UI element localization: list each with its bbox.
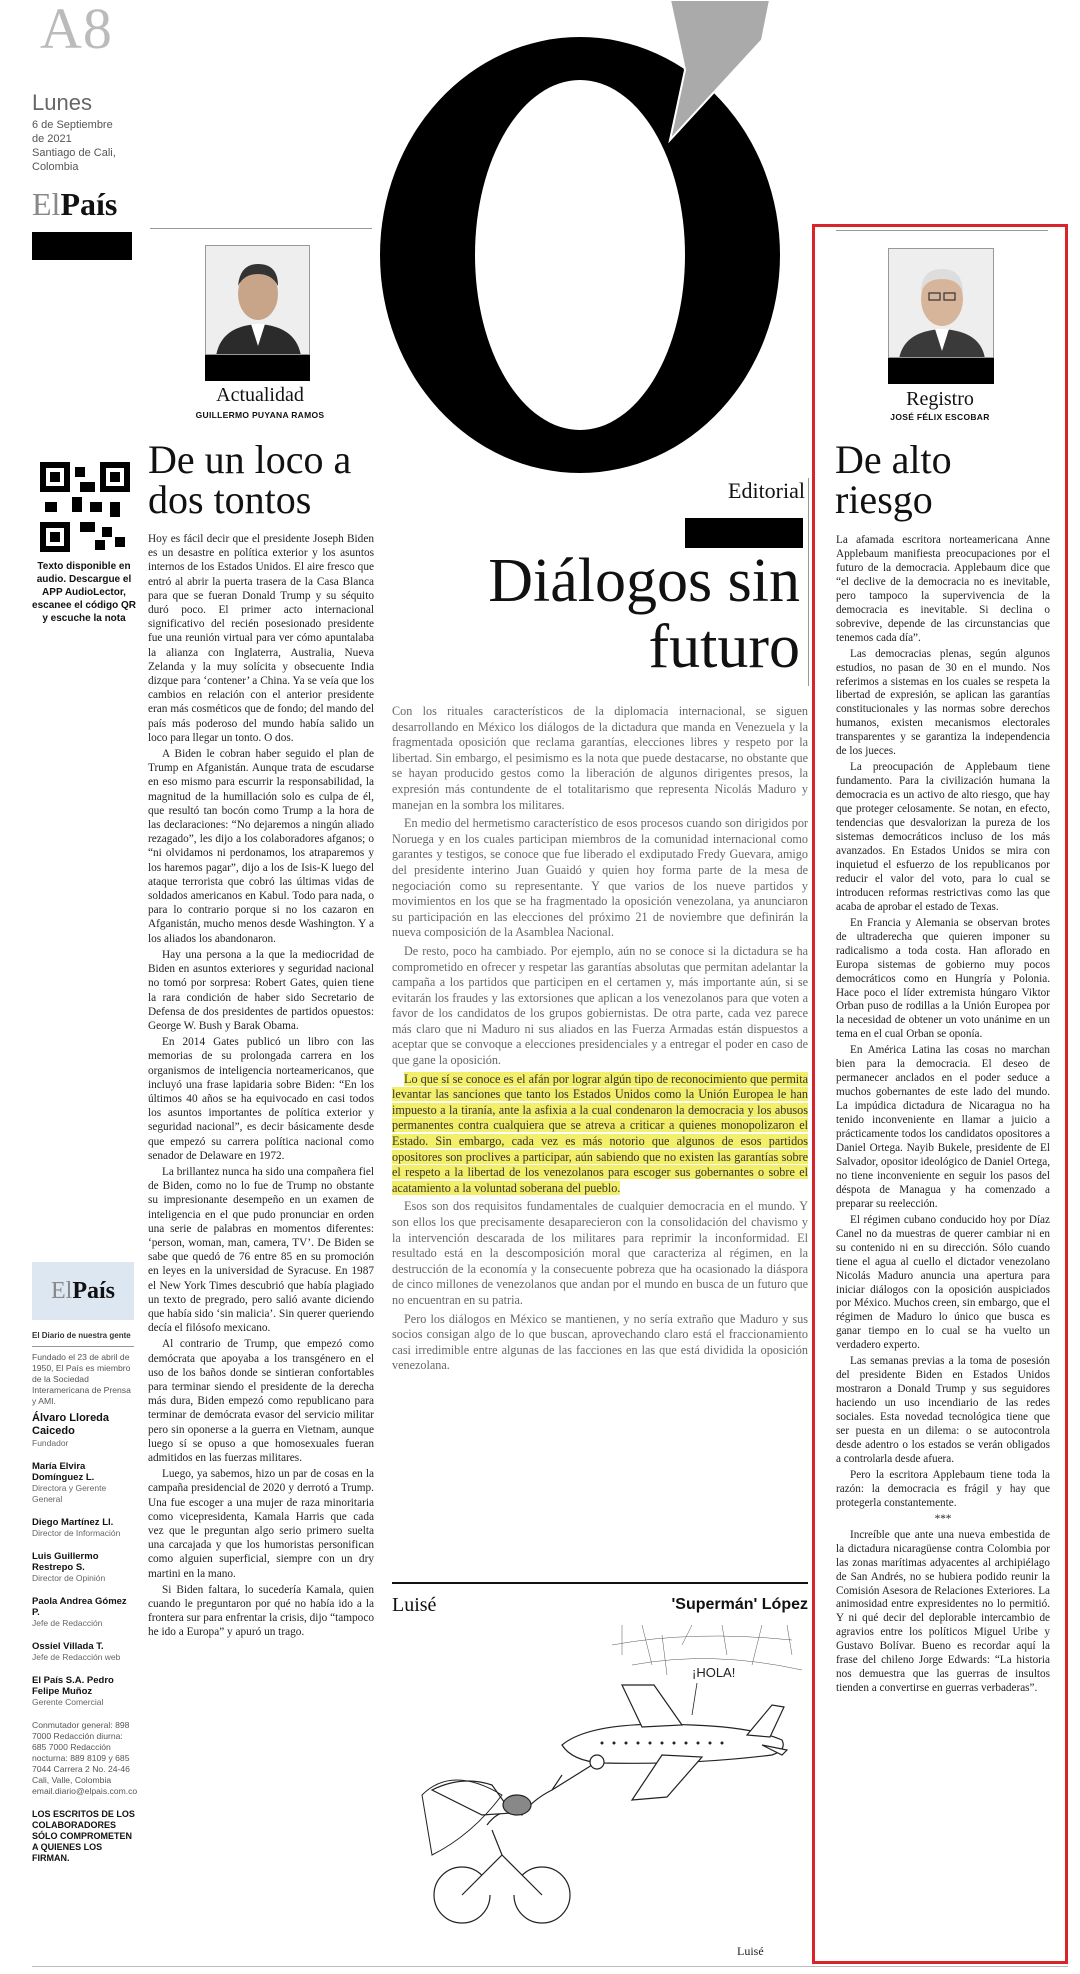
headline-left: De un loco a dos tontos xyxy=(148,437,352,522)
divider xyxy=(392,1582,808,1584)
paragraph: Hoy es fácil decir que el presidente Joseph Biden es un desastre en política exterior y los asuntos internos de los Estados Unidos. El aire fresco que entró al abrir la puerta trasera de la Casa Blanca para que se fueran Donald Trump y su séquito duró poco. El primer acto internacional significativo del recién posesionado presidente fue una reunión virtual para ver cómo apuntalaba la alianza con Inglaterra, Australia, Nueva Zelanda y la muy solícita y obsecuente India dizque para ‘contener’ a China. Ya se veía que los cambios en relación con el anterior presidente eran más cosméticos que de fondo; del mando del país más poderoso del mundo había salido un loco para llegar un tonto. O dos. xyxy=(148,533,374,744)
author-name: JOSÉ FÉLIX ESCOBAR xyxy=(890,412,990,422)
date-line: Santiago de Cali, xyxy=(32,147,116,159)
paragraph: En 2014 Gates publicó un libro con las memorias de su prolongada carrera en los organismos de inteligencia norteamericanos, que incluyó una frase lapidaria sobre Biden: “En los últimos 40 años se ha equivocado en casi todos los asuntos importantes de política exterior y seguridad nacional”, es decir básicamente desde que empezó su carrera política nacional como senador de Delaware en 1972. xyxy=(148,1036,374,1162)
staff-list xyxy=(32,1412,136,1864)
staff-entry: El País S.A. Pedro Felipe Muñoz Gerente Comercial xyxy=(32,1675,114,1707)
highlighted-paragraph: Lo que sí se conoce es el afán por lograr algún tipo de reconocimiento que permita levantar las sanciones que tanto los Estados Unidos como la Unión Europea le han impuesto a la tiranía, ante la asfixia a la cual condenaron la democracia y los abusos permanentes contra cualquiera que se atreva a criticar a quienes monopolizaron el Estado. Sin embargo, cada vez es más notorio que algunos de esos partidos opositores son proclives a participar, aún sabiendo que no existen las garantías sobre el respeto a la libertad de los venezolanos para escoger sus gobernantes o sobre el acatamiento a la voluntad soberana del pueblo. xyxy=(392,1071,808,1195)
staff-entry: Diego Martínez Ll. Director de Información xyxy=(32,1517,121,1538)
paragraph: Esos son dos requisitos fundamentales de cualquier democracia en el mundo. Y son ellos los que precisamente desaparecieron con la consolidación del chavismo y la intervención descarada de los militares para reprimir la inconformidad. El resultado está en la descomposición moral que caracteriza al régimen, en la destrucción de la economía y la consecuente pobreza que ha ocasionado la diáspora de cinco millones de venezolanos que andan por el mundo en busca de un futuro que no encuentran en su patria. xyxy=(392,1199,808,1307)
paragraph: La afamada escritora norteamericana Anne Applebaum manifiesta preocupaciones por el futuro de la democracia. Applebaum dice que “el declive de la democracia no es inevitable, pero tampoco la supervivencia de la democracia es inevitable. Si declina o sobrevive, depende de las circunstancias que tenemos cada día”. xyxy=(836,534,1050,644)
big-o-graphic xyxy=(370,0,810,480)
author-photo xyxy=(888,248,994,358)
staff-entry: Paola Andrea Gómez P. Jefe de Redacción xyxy=(32,1596,127,1628)
paragraph: Pero los diálogos en México se mantienen, y no sería extraño que Maduro y sus socios consigan algo de lo que buscan, aprovechando claro está el fraccionamiento casi irredimible entre algunas de las facciones en las que está dividida la oposición venezolana. xyxy=(392,1311,808,1373)
qr-caption: Texto disponible en audio. Descargue el APP AudioLector, escanee el código QR y escuche la nota xyxy=(32,561,136,624)
author-portrait-icon xyxy=(206,246,310,355)
page-number: A8 xyxy=(40,0,113,61)
cartoon-speech: ¡HOLA! xyxy=(692,1665,736,1680)
section-label-actualidad: Actualidad xyxy=(216,384,304,406)
staff-entry: María Elvira Domínguez L. Directora y Gerente General xyxy=(32,1461,107,1504)
staff-entry: Álvaro Lloreda Caicedo Fundador xyxy=(32,1412,110,1448)
cartoon-artist: Luisé xyxy=(392,1594,437,1616)
divider xyxy=(32,1346,134,1347)
article-body-right xyxy=(836,534,1050,1698)
paragraph: La brillantez nunca ha sido una compañera fiel de Biden, como no lo fue de Trump no obstante su impresionante desempeño en un examen de inteligencia en el que pudo pronunciar en orden una serie de palabras en momentos diferentes: ‘person, woman, man, camera, TV’. De Biden se sabe que quedó de 76 entre 85 en su promoción en leyes en la universidad de Syracuse. En 1987 el New York Times descubrió que había plagiado un texto de pregrado, pero salió avante diciendo que había sido ‘sin malicia’. Sin querer queriendo decía el filósofo mexicano. xyxy=(148,1165,374,1335)
editorial-headline: Diálogos sin futuro xyxy=(488,547,800,681)
paragraph: Increíble que ante una nueva embestida de la dictadura nicaragüense contra Colombia por las zonas marítimas adyacentes al archipiélago de San Andrés, no se hubiera podido reunir la Comisión Asesora de Relaciones Exteriores. La animosidad entre expresidentes no lo permitió. Y ni qué decir del deplorable intercambio de agravios entre los políticos Miguel Uribe y Gustavo Bolívar. Bueno es recordar aquí la frase del chileno Jorge Edwards: “La historia nos demuestra que las guerras de insultos tienden a convertirse en guerras verbaderas”. xyxy=(836,1528,1050,1695)
author-portrait-icon xyxy=(889,249,994,358)
cartoon-title: 'Supermán' López xyxy=(671,1596,808,1613)
separator: *** xyxy=(934,1512,952,1525)
paragraph: El régimen cubano conducido hoy por Díaz Canel no da muestras de querer cambiar ni en su contenido ni en su dirección. Sólo cuando tiene el agua al cuello el dictador venezolano Nicolás Maduro anuncia una apertura para iniciar diálogos con la oposición auspiciados por México. Muchos creen, sin embargo, que el régimen de Maduro lo único que busca es ganar tiempo en lo cual se ha vuelto un verdadero experto. xyxy=(836,1213,1050,1352)
author-photo xyxy=(205,245,310,355)
author-name: GUILLERMO PUYANA RAMOS xyxy=(195,410,325,420)
section-label-registro: Registro xyxy=(906,388,974,410)
paragraph: En medio del hermetismo característico de esos procesos cuando son dirigidos por Noruega y en los cuales participan miembros de la comunidad internacional como garantes y testigos, se conoce que fue liberado el exdiputado Fredy Guevara, amigo del presidente interino Juan Guaidó y quien hoy forma parte de la mesa de negociación como su representante. Y que varios de los nueve partidos y movimientos en los que se ha fragmentado la oposición venezolana, ya anunciaron su participación en las elecciones del próximo 21 de noviembre que definirán la nueva composición de la Asamblea Nacional. xyxy=(392,816,808,940)
paragraph: Las semanas previas a la toma de posesión del presidente Biden en Estados Unidos mostraron a Donald Trump y sus seguidores haciendo un uso incendiario de las redes sociales. Esta novedad tecnológica tiene que ser puesta en un dilema: o se autocontrola desde adentro o los estados se verán obligados a controlarla desde afuera. xyxy=(836,1355,1050,1465)
masthead-founding: Fundado el 23 de abril de 1950, El País es miembro de la Sociedad Interamericana de Prensa y AMI. xyxy=(32,1352,131,1406)
cartoon-signature: Luisé xyxy=(737,1944,764,1958)
headline-right: De alto riesgo xyxy=(835,437,952,522)
paragraph: De resto, poco ha cambiado. Por ejemplo, aún no se conoce si la dictadura se ha comprometido en ofrecer y respetar las garantías absolutas que permitan adelantar la campaña a los partidos que participen en el certamen y, más importante aún, si se evitarán los fraudes y las extorsiones que aplican a los venezolanos para que voten a favor de los candidatos de los grupos gobiernistas. De otra parte, cada vez parece más claro que ni Maduro ni sus aliados en las Fuerza Armadas están dispuestos a aceptar que se convoque a elecciones presidenciales y a entregar el poder en caso de que gane la oposición. xyxy=(392,943,808,1068)
staff-entry: Ossiel Villada T. Jefe de Redacción web xyxy=(32,1641,121,1662)
black-bar xyxy=(685,518,803,548)
divider xyxy=(836,230,1048,231)
paragraph: En Francia y Alemania se observan brotes de ultraderecha que quieren imponer su radicalismo a toda costa. Han aflorado en Europa sistemas de gobierno muy pocos democráticos como en Hungría y Polonia. Hace poco el líder extremista húngaro Viktor Orban puso de rodillas a la Unión Europea por la necesidad de obtener un voto unánime en un tema en el cual Orban se oponía. xyxy=(836,916,1050,1041)
staff-entry: Luis Guillermo Restrepo S. Director de Opinión xyxy=(32,1551,106,1583)
cartoon-panel xyxy=(392,1625,808,1965)
paragraph: Hay una persona a la que la mediocridad de Biden en asuntos exteriores y seguridad nacional no tomó por sorpresa: Robert Gates, quien tiene la rara condición de haber sido Secretario de Defensa de dos presidentes de partidos opuestos: George W. Bush y Barak Obama. xyxy=(148,948,374,1032)
masthead-logo-box: ElPaís xyxy=(32,1262,134,1320)
editorial-body xyxy=(392,704,808,1377)
article-body-left xyxy=(148,532,374,1642)
contacts: Conmutador general: 898 7000 Redacción diurna: 685 7000 Redacción nocturna: 889 8109 y 685 7044 Carrera 2 No. 24-46 Cali, Valle, Colombia email.diario@elpais.com.co xyxy=(32,1720,138,1796)
black-bar xyxy=(205,355,310,381)
date-line: de 2021 xyxy=(32,133,72,145)
bottom-rule xyxy=(32,1966,1068,1967)
paragraph: Al contrario de Trump, que empezó como demócrata que apoyaba a los transgénero en el uso de los baños donde se sintieran confortables para terminar siendo el presidente de la derecha más dura, Biden empezó como republicano para terminar de demócrata evasor del servicio militar pero sin oponerse a la guerra en Vietnam, aunque luego sí se opuso a que homosexuales fueran admitidos en las fuerzas militares. xyxy=(148,1338,374,1464)
paragraph: Las democracias plenas, según algunos estudios, no pasan de 30 en el mundo. Nos referimos a sistemas en los cuales se respeta la libertad de expresión, se aplican las garantías constitucionales y las normas sobre derechos humanos, existen mecanismos electorales transparentes y se garantiza la independencia de los jueces. xyxy=(836,647,1050,758)
paragraph: Si Biden faltara, lo sucedería Kamala, quien cuando le preguntaron por qué no había ido a la frontera sur para enfrentar la crisis, dijo “tampoco he ido a Europa” y apuró un trago. xyxy=(148,1583,374,1639)
paragraph: A Biden le cobran haber seguido el plan de Trump en Afganistán. Aunque trata de escudarse en eso mismo para escurrir la responsabilidad, la magnitud de la humillación solo es culpa de él, que resultó tan bocón como Trump a la hora de las declaraciones: “No dejaremos a ningún aliado rezagado”, les dijo a los colaboradores afganos; o “ni olvidamos ni perdonamos, los atraparemos y los haremos pagar”, dijo a los de Isis-K luego del ataque terrorista que cobró las últimas vidas de soldados americanos en Kabul. Todo para nada, o para lo contrario porque si no los cazaron en Afganistán, mucho menos desde Washington. Y a los aliados los abandonaron. xyxy=(148,748,374,945)
paragraph: Con los rituales característicos de la diplomacia internacional, se siguen desarrollando en México los diálogos de la dictadura que manda en Venezuela y la fragmentada oposición que reclama garantías, elecciones libres y respeto por la libertad. Sin embargo, el pesimismo es la nota que puede destacarse, no obstante que se hayan producido gestos como la liberación de algunos dirigentes presos, la expresión más contundente de el totalitarismo que representa Nicolás Maduro y manejan en la sombra los militares. xyxy=(392,704,808,812)
brand-logo: ElPaís xyxy=(32,186,118,222)
section-label-editorial: Editorial xyxy=(728,478,805,503)
vertical-rule xyxy=(808,478,809,686)
disclaimer: LOS ESCRITOS DE LOS COLABORADORES SÓLO COMPROMETEN A QUIENES LOS FIRMAN. xyxy=(32,1809,135,1863)
paragraph: Pero la escritora Applebaum tiene toda la razón: la democracia es frágil y hay que protegerla constantemente. xyxy=(836,1468,1050,1509)
date-block xyxy=(32,118,116,174)
masthead-tagline: El Diario de nuestra gente xyxy=(32,1331,131,1340)
black-bar xyxy=(888,358,994,384)
cartoon-drawing-icon xyxy=(392,1625,808,1965)
divider xyxy=(150,228,372,229)
black-bar xyxy=(32,232,132,260)
qr-code-icon[interactable] xyxy=(40,462,130,552)
paragraph: La preocupación de Applebaum tiene fundamento. Para la civilización humana la democracia es un activo de alto riesgo, que hay que proteger celosamente. Se notan, en efecto, tendencias que desvalorizan la pureza de los sistemas democráticos incluso de los más avanzados. En Estados Unidos se mira con inquietud el esfuerzo de los republicanos por reducir el valor del voto, para lo cual se introducen reformas restrictivas como las que acaba de aprobar el estado de Texas. xyxy=(836,761,1050,913)
day-label: Lunes xyxy=(32,90,92,115)
paragraph: Luego, ya sabemos, hizo un par de cosas en la campaña presidencial de 2020 y derrotó a Trump. Una fue escoger a una mujer de raza minoritaria como vicepresidenta, Kamala Harris que cada vez que le preguntan algo serio primero suelta una carcajada y que los humoristas personifican como alguien superficial, siempre con un dry martini en la mano. xyxy=(148,1468,374,1580)
paragraph: En América Latina las cosas no marchan bien para la democracia. El deseo de permanecer anclados en el poder seduce a muchos gobernantes de este lado del mundo. La impúdica dictadura de Nicaragua no ha tenido inconveniente en llamar a juicio a prácticamente todos los candidatos opositores a Daniel Ortega. Nayib Bukele, presidente de El Salvador, opositor ideológico de Daniel Ortega, no tiene inconveniente en seguir los pasos del déspota de Managua y ha comenzado a preparar su reelección. xyxy=(836,1044,1050,1210)
date-line: 6 de Septiembre xyxy=(32,119,113,131)
date-line: Colombia xyxy=(32,161,79,173)
